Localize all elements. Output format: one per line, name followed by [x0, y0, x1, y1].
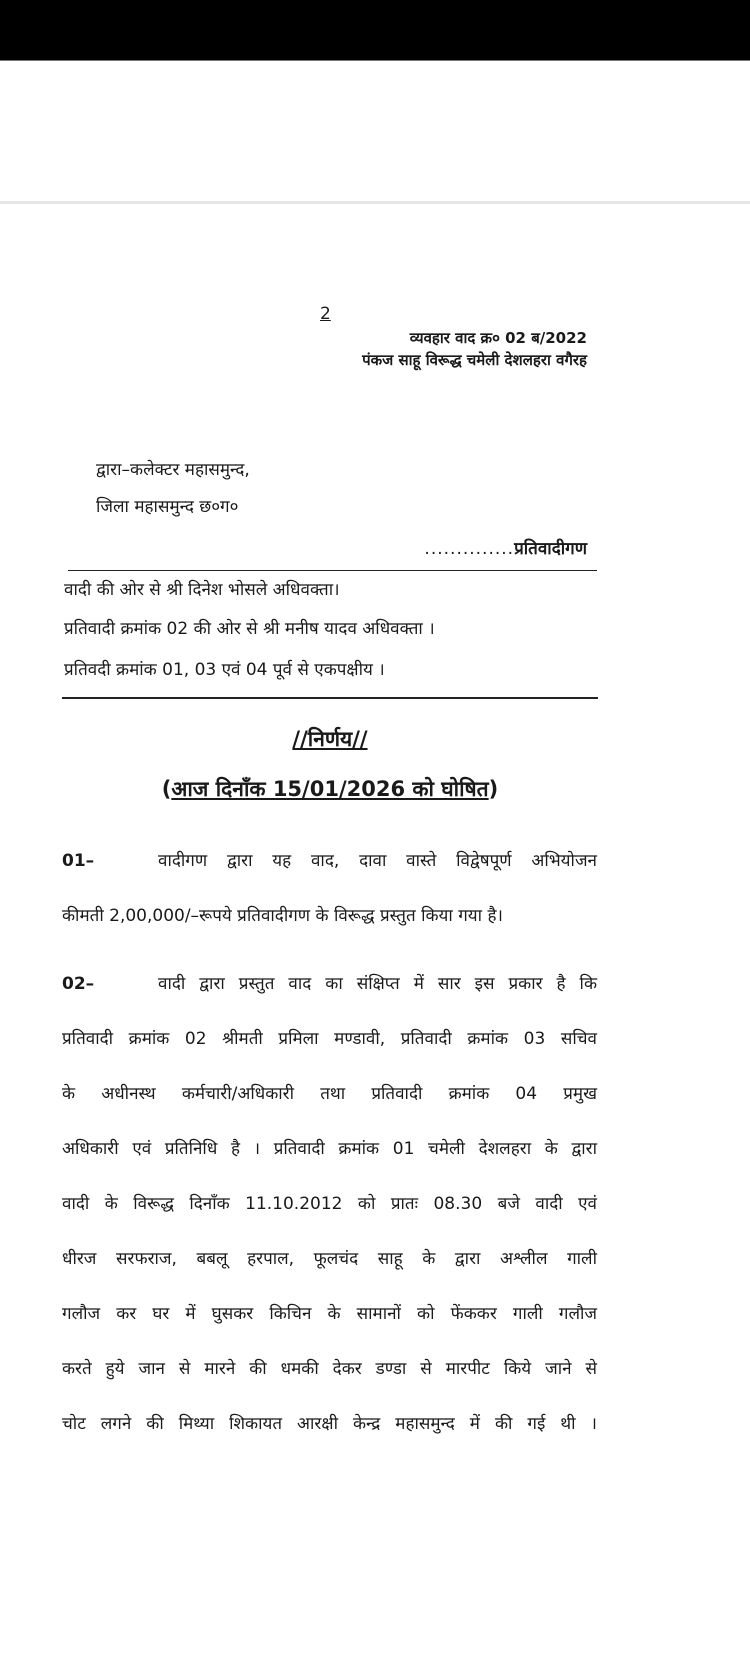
- viewer-top-bar: [0, 0, 750, 61]
- case-number: व्यवहार वाद क्र० 02 ब/2022: [409, 329, 587, 347]
- paren-open: (: [161, 777, 172, 801]
- divider-top: [68, 570, 597, 571]
- paragraph-text: वादीगण द्वारा यह वाद, दावा वास्ते विद्वेषपूर्ण अभियोजन: [158, 851, 597, 871]
- judgment-title: [0, 725, 660, 753]
- paragraph-line: करते हुये जान से मारने की धमकी देकर डण्डा से मारपीट किये जाने से: [62, 1359, 597, 1379]
- judgment-date-text: आज दिनाँक 15/01/2026 को घोषित: [171, 777, 489, 801]
- paragraph-line: कीमती 2,00,000/–रूपये प्रतिवादीगण के विरूद्ध प्रस्तुत किया गया है।: [62, 906, 503, 926]
- paragraph-number: 01–: [62, 851, 95, 871]
- judgment-title-text: //निर्णय//: [292, 727, 368, 751]
- advocate-line: प्रतिवदी क्रमांक 01, 03 एवं 04 पूर्व से एकपक्षीय ।: [64, 660, 385, 680]
- paragraph-line: धीरज सरफराज, बबलू हरपाल, फूलचंद साहू के द्वारा अश्लील गाली: [62, 1249, 597, 1269]
- advocate-line: वादी की ओर से श्री दिनेश भोसले अधिवक्ता।: [64, 580, 340, 600]
- case-parties: पंकज साहू विरूद्ध चमेली देशलहरा वगैरह: [362, 351, 587, 369]
- judgment-date: [0, 775, 660, 803]
- paragraph-line: प्रतिवादी क्रमांक 02 श्रीमती प्रमिला मण्डावी, प्रतिवादी क्रमांक 03 सचिव: [62, 1029, 597, 1049]
- page-separator: [0, 201, 750, 204]
- address-line-1: द्वारा–कलेक्टर महासमुन्द,: [96, 460, 250, 480]
- paragraph-line: [62, 834, 597, 889]
- advocate-line: प्रतिवादी क्रमांक 02 की ओर से श्री मनीष यादव अधिवक्ता ।: [64, 619, 435, 639]
- paragraph-text: वादी द्वारा प्रस्तुत वाद का संक्षिप्त में सार इस प्रकार है कि: [158, 974, 597, 994]
- paragraph-line: चोट लगने की मिथ्या शिकायत आरक्षी केन्द्र महासमुन्द में की गई थी ।: [62, 1414, 597, 1434]
- paragraph-line: अधिकारी एवं प्रतिनिधि है । प्रतिवादी क्रमांक 01 चमेली देशलहरा के द्वारा: [62, 1139, 597, 1159]
- paragraph-01: [62, 834, 597, 944]
- paren-close: ): [488, 777, 499, 801]
- address-line-2: जिला महासमुन्द छ०ग०: [96, 497, 239, 517]
- paragraph-line: [62, 957, 597, 1012]
- paragraph-line: वादी के विरूद्ध दिनाँक 11.10.2012 को प्रातः 08.30 बजे वादी एवं: [62, 1194, 597, 1214]
- paragraph-line: के अधीनस्थ कर्मचारी/अधिकारी तथा प्रतिवादी क्रमांक 04 प्रमुख: [62, 1084, 597, 1104]
- respondents-dots: ..............: [424, 539, 515, 559]
- paragraph-line: गलौज कर घर में घुसकर किचिन के सामानों को फेंककर गाली गलौज: [62, 1304, 597, 1324]
- respondents-label: प्रतिवादीगण: [514, 539, 587, 559]
- page-number: 2: [320, 304, 331, 324]
- paragraph-02: [62, 957, 597, 1452]
- paragraph-number: 02–: [62, 974, 95, 994]
- respondents-label-row: [424, 536, 587, 559]
- divider-bottom: [62, 697, 598, 699]
